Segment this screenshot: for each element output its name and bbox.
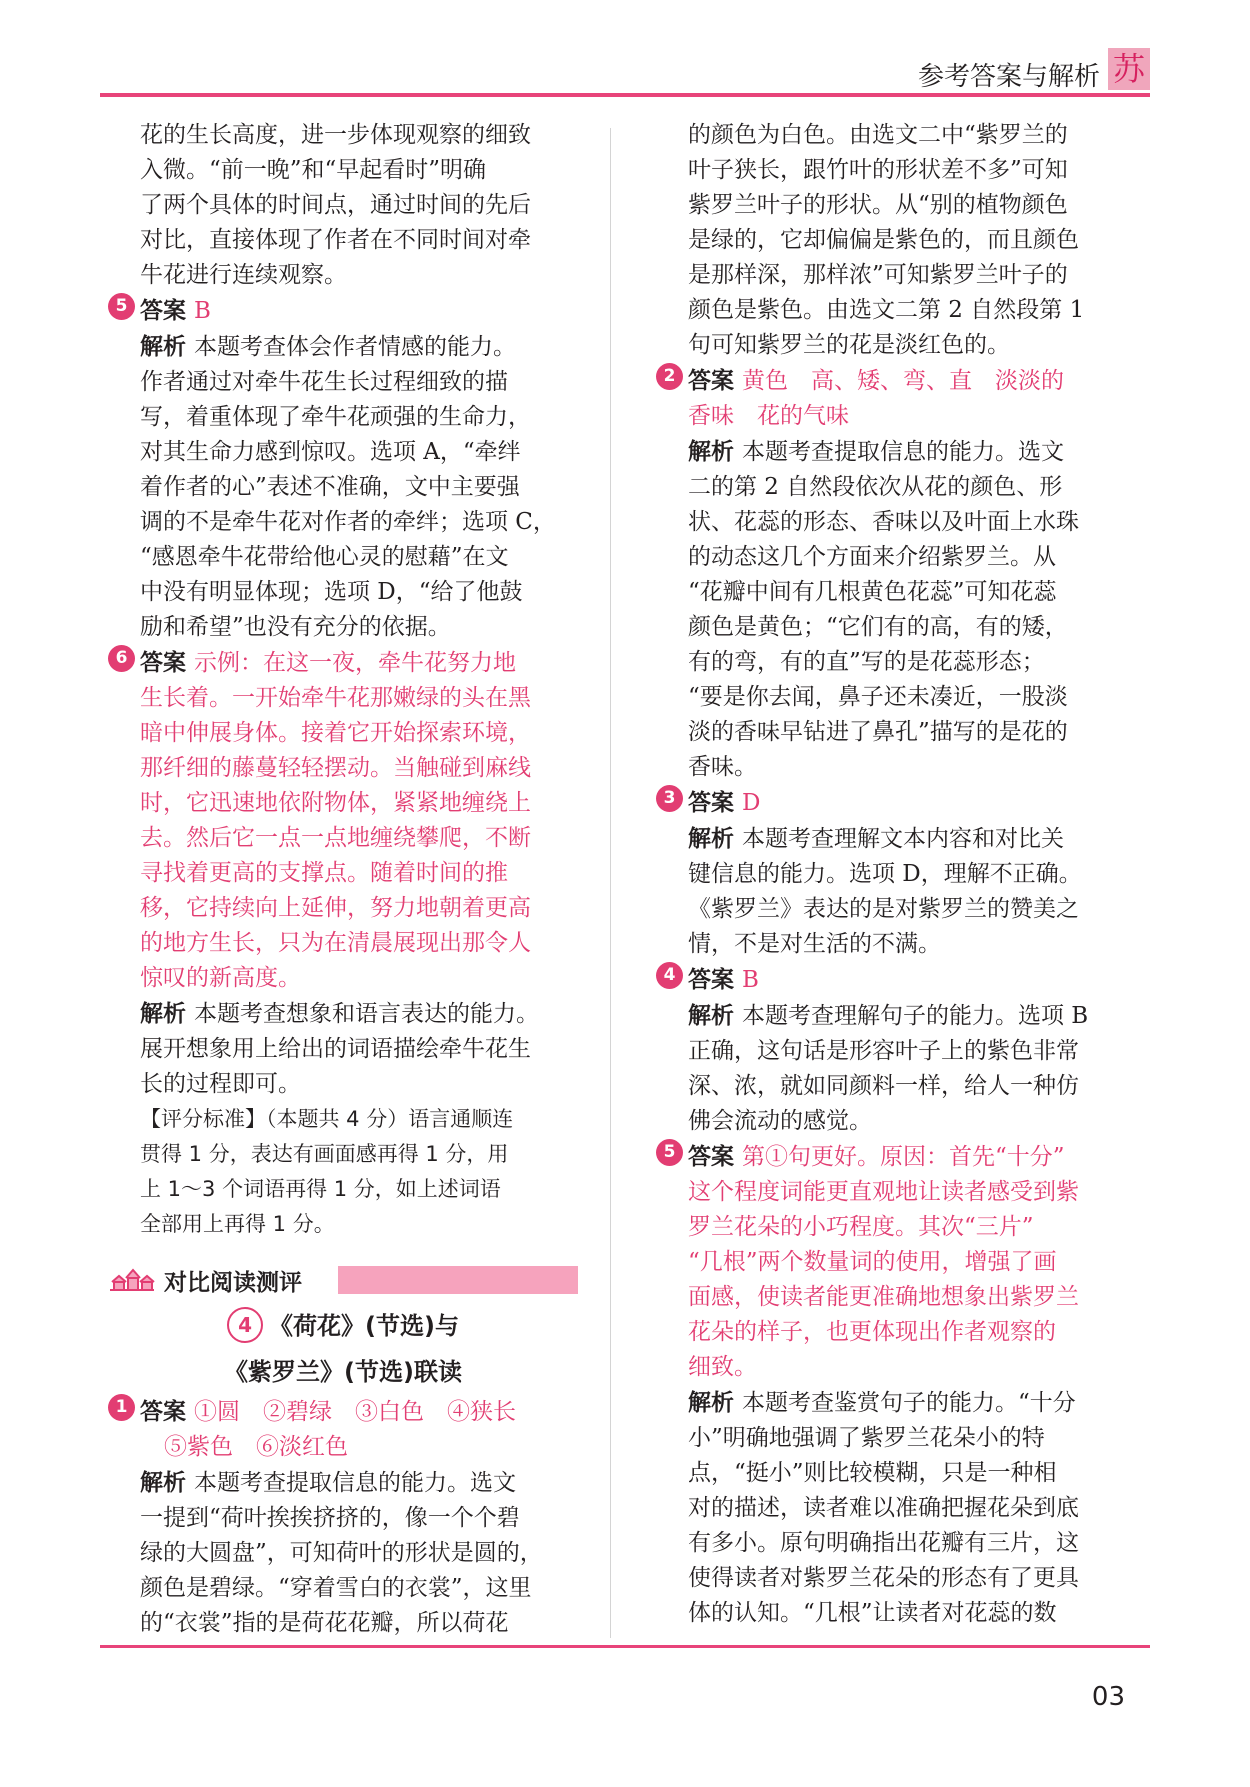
text-line: “花瓣中间有几根黄色花蕊”可知花蕊 bbox=[688, 579, 1057, 605]
text-line: 点，“挺小”则比较模糊，只是一种相 bbox=[688, 1460, 1057, 1486]
header-rule bbox=[100, 93, 1150, 97]
question-6-left bbox=[108, 645, 578, 1242]
text-line: 长的过程即可。 bbox=[140, 1071, 301, 1097]
text-line: 本题考查理解句子的能力。选项 B bbox=[742, 1003, 1089, 1029]
text-line: 入微。“前一晚”和“早起看时”明确 bbox=[140, 157, 487, 183]
analysis-label: 解析 bbox=[140, 1469, 186, 1496]
column-divider bbox=[610, 128, 611, 1638]
question-4-right bbox=[656, 962, 1126, 1139]
text-line: 句可知紫罗兰的花是淡红色的。 bbox=[688, 332, 1010, 358]
answer-line: “几根”两个数量词的使用，增强了画 bbox=[688, 1249, 1057, 1275]
text-line: 本题考查想象和语言表达的能力。 bbox=[194, 1001, 539, 1027]
text-line: 励和希望”也没有充分的依据。 bbox=[140, 614, 451, 640]
text-line: 的“衣裳”指的是荷花花瓣，所以荷花 bbox=[140, 1610, 509, 1636]
text-line: 体的认知。“几根”让读者对花蕊的数 bbox=[688, 1600, 1057, 1626]
text-line: 一提到“荷叶挨挨挤挤的，像一个个碧 bbox=[140, 1505, 520, 1531]
text-line: 是那样深，那样浓”可知紫罗兰叶子的 bbox=[688, 262, 1068, 288]
text-line: 本题考查提取信息的能力。选文 bbox=[194, 1470, 516, 1496]
text-line: 着作者的心”表述不准确，文中主要强 bbox=[140, 474, 520, 500]
question-number-badge: 1 bbox=[108, 1394, 135, 1421]
text-line: 颜色是黄色；“它们有的高，有的矮， bbox=[688, 614, 1068, 640]
text-line: 对比，直接体现了作者在不同时间对牵 bbox=[140, 227, 531, 253]
text-line: 香味。 bbox=[688, 754, 757, 780]
text-line: 键信息的能力。选项 D，理解不正确。 bbox=[688, 861, 1082, 887]
question-2-right bbox=[656, 363, 1126, 785]
text-line: 了两个具体的时间点，通过时间的先后 bbox=[140, 192, 531, 218]
text-line: 佛会流动的感觉。 bbox=[688, 1108, 872, 1134]
answer-label: 答案 bbox=[688, 966, 734, 993]
question-number-badge: 2 bbox=[656, 363, 683, 390]
question-number-badge: 3 bbox=[656, 785, 683, 812]
answer-label: 答案 bbox=[140, 297, 186, 324]
answer-line: 花朵的样子，也更体现出作者观察的 bbox=[688, 1319, 1056, 1345]
scoring-line: 全部用上再得 1 分。 bbox=[140, 1212, 335, 1236]
footer-rule bbox=[100, 1645, 1150, 1648]
text-line: 颜色是紫色。由选文二第 2 自然段第 1 bbox=[688, 297, 1085, 323]
section-band bbox=[338, 1266, 578, 1294]
answer-line: 香味 花的气味 bbox=[688, 403, 849, 429]
scoring-line: 【评分标准】（本题共 4 分）语言通顺连 bbox=[140, 1107, 514, 1131]
scoring-line: 贯得 1 分，表达有画面感再得 1 分，用 bbox=[140, 1142, 509, 1166]
text-line: 正确，这句话是形容叶子上的紫色非常 bbox=[688, 1038, 1079, 1064]
text-line: 颜色是碧绿。“穿着雪白的衣裳”，这里 bbox=[140, 1575, 532, 1601]
scoring-line: 上 1～3 个词语再得 1 分，如上述词语 bbox=[140, 1177, 501, 1201]
section-title: 对比阅读测评 bbox=[164, 1270, 302, 1296]
page-number: 03 bbox=[1091, 1682, 1125, 1712]
answer-text: 黄色 高、矮、弯、直 淡淡的 bbox=[742, 368, 1064, 394]
text-line: 花的生长高度，进一步体现观察的细致 bbox=[140, 122, 531, 148]
text-line: 本题考查体会作者情感的能力。 bbox=[194, 334, 516, 360]
unit-number-badge: 4 bbox=[227, 1307, 263, 1343]
left-continuation bbox=[108, 118, 578, 293]
answer-line: ⑤紫色 ⑥淡红色 bbox=[164, 1434, 348, 1460]
analysis-label: 解析 bbox=[688, 1002, 734, 1029]
answer-text: B bbox=[742, 967, 759, 993]
header-title: 参考答案与解析 bbox=[917, 62, 1100, 92]
subheading-line: 《荷花》(节选)与 bbox=[269, 1312, 459, 1340]
text-line: 本题考查鉴赏句子的能力。“十分 bbox=[742, 1390, 1076, 1416]
answer-line: 惊叹的新高度。 bbox=[140, 965, 301, 991]
answer-line: 面感，使读者能更准确地想象出紫罗兰 bbox=[688, 1284, 1079, 1310]
text-line: 写，着重体现了牵牛花顽强的生命力， bbox=[140, 404, 531, 430]
text-line: 深、浓，就如同颜料一样，给人一种仿 bbox=[688, 1073, 1079, 1099]
answer-line: 暗中伸展身体。接着它开始探索环境， bbox=[140, 720, 531, 746]
page-header bbox=[100, 40, 1150, 100]
answer-label: 答案 bbox=[688, 789, 734, 816]
answer-line: 那纤细的藤蔓轻轻摆动。当触碰到麻线 bbox=[140, 755, 531, 781]
answer-line: 移，它持续向上延伸，努力地朝着更高 bbox=[140, 895, 531, 921]
text-line: 状、花蕊的形态、香味以及叶面上水珠 bbox=[688, 509, 1079, 535]
text-line: 有的弯，有的直”写的是花蕊形态； bbox=[688, 649, 1045, 675]
answer-text: B bbox=[194, 298, 211, 324]
answer-line: 这个程度词能更直观地让读者感受到紫 bbox=[688, 1179, 1079, 1205]
text-line: 小”明确地强调了紫罗兰花朵小的特 bbox=[688, 1425, 1045, 1451]
answer-text: 第①句更好。原因：首先“十分” bbox=[742, 1144, 1065, 1170]
pagoda-icon bbox=[108, 1266, 156, 1294]
answer-text: 示例：在这一夜，牵牛花努力地 bbox=[194, 650, 516, 676]
text-line: 绿的大圆盘”，可知荷叶的形状是圆的， bbox=[140, 1540, 543, 1566]
text-line: 本题考查提取信息的能力。选文 bbox=[742, 439, 1064, 465]
text-line: 的颜色为白色。由选文二中“紫罗兰的 bbox=[688, 122, 1068, 148]
answer-label: 答案 bbox=[688, 1143, 734, 1170]
question-number-badge: 4 bbox=[656, 962, 683, 989]
analysis-label: 解析 bbox=[688, 1389, 734, 1416]
text-line: “感恩牵牛花带给他心灵的慰藉”在文 bbox=[140, 544, 509, 570]
answer-text: ①圆 ②碧绿 ③白色 ④狭长 bbox=[194, 1399, 516, 1425]
analysis-label: 解析 bbox=[688, 825, 734, 852]
answer-line: 寻找着更高的支撑点。随着时间的推 bbox=[140, 860, 508, 886]
section-heading bbox=[108, 1260, 578, 1300]
question-number-badge: 5 bbox=[656, 1139, 683, 1166]
text-line: 二的第 2 自然段依次从花的颜色、形 bbox=[688, 474, 1063, 500]
text-line: 调的不是牵牛花对作者的牵绊；选项 C， bbox=[140, 509, 556, 535]
question-1-left bbox=[108, 1394, 578, 1641]
text-line: 叶子狭长，跟竹叶的形状差不多”可知 bbox=[688, 157, 1068, 183]
answer-line: 细致。 bbox=[688, 1354, 757, 1380]
right-continuation bbox=[656, 118, 1126, 363]
analysis-label: 解析 bbox=[688, 438, 734, 465]
answer-line: 时，它迅速地依附物体，紧紧地缠绕上 bbox=[140, 790, 531, 816]
text-line: 展开想象用上给出的词语描绘牵牛花生 bbox=[140, 1036, 531, 1062]
text-line: 对其生命力感到惊叹。选项 A，“牵绊 bbox=[140, 439, 521, 465]
answer-text: D bbox=[742, 790, 761, 816]
text-line: 牛花进行连续观察。 bbox=[140, 262, 347, 288]
text-line: 是绿的，它却偏偏是紫色的，而且颜色 bbox=[688, 227, 1079, 253]
text-line: 情，不是对生活的不满。 bbox=[688, 931, 941, 957]
text-line: 本题考查理解文本内容和对比关 bbox=[742, 826, 1064, 852]
question-3-right bbox=[656, 785, 1126, 962]
answer-line: 罗兰花朵的小巧程度。其次“三片” bbox=[688, 1214, 1034, 1240]
text-line: 有多小。原句明确指出花瓣有三片，这 bbox=[688, 1530, 1079, 1556]
analysis-label: 解析 bbox=[140, 333, 186, 360]
text-line: 《紫罗兰》表达的是对紫罗兰的赞美之 bbox=[688, 896, 1079, 922]
analysis-label: 解析 bbox=[140, 1000, 186, 1027]
answer-line: 去。然后它一点一点地缠绕攀爬，不断 bbox=[140, 825, 531, 851]
region-badge: 苏 bbox=[1108, 48, 1150, 90]
text-line: 作者通过对牵牛花生长过程细致的描 bbox=[140, 369, 508, 395]
question-5-left bbox=[108, 293, 578, 645]
text-line: 对的描述，读者难以准确把握花朵到底 bbox=[688, 1495, 1079, 1521]
question-number-badge: 6 bbox=[108, 645, 135, 672]
question-5-right bbox=[656, 1139, 1126, 1631]
answer-label: 答案 bbox=[140, 649, 186, 676]
right-column bbox=[656, 118, 1126, 1631]
subheading-line: 《紫罗兰》(节选)联读 bbox=[224, 1358, 462, 1386]
reading-subheading bbox=[108, 1306, 578, 1392]
answer-label: 答案 bbox=[140, 1398, 186, 1425]
question-number-badge: 5 bbox=[108, 293, 135, 320]
text-line: 淡的香味早钻进了鼻孔”描写的是花的 bbox=[688, 719, 1068, 745]
text-line: 的动态这几个方面来介绍紫罗兰。从 bbox=[688, 544, 1056, 570]
answer-label: 答案 bbox=[688, 367, 734, 394]
answer-line: 生长着。一开始牵牛花那嫩绿的头在黑 bbox=[140, 685, 531, 711]
text-line: 紫罗兰叶子的形状。从“别的植物颜色 bbox=[688, 192, 1068, 218]
text-line: “要是你去闻，鼻子还未凑近，一股淡 bbox=[688, 684, 1068, 710]
answer-line: 的地方生长，只为在清晨展现出那令人 bbox=[140, 930, 531, 956]
text-line: 中没有明显体现；选项 D，“给了他鼓 bbox=[140, 579, 523, 605]
text-line: 使得读者对紫罗兰花朵的形态有了更具 bbox=[688, 1565, 1079, 1591]
left-column bbox=[108, 118, 578, 1641]
